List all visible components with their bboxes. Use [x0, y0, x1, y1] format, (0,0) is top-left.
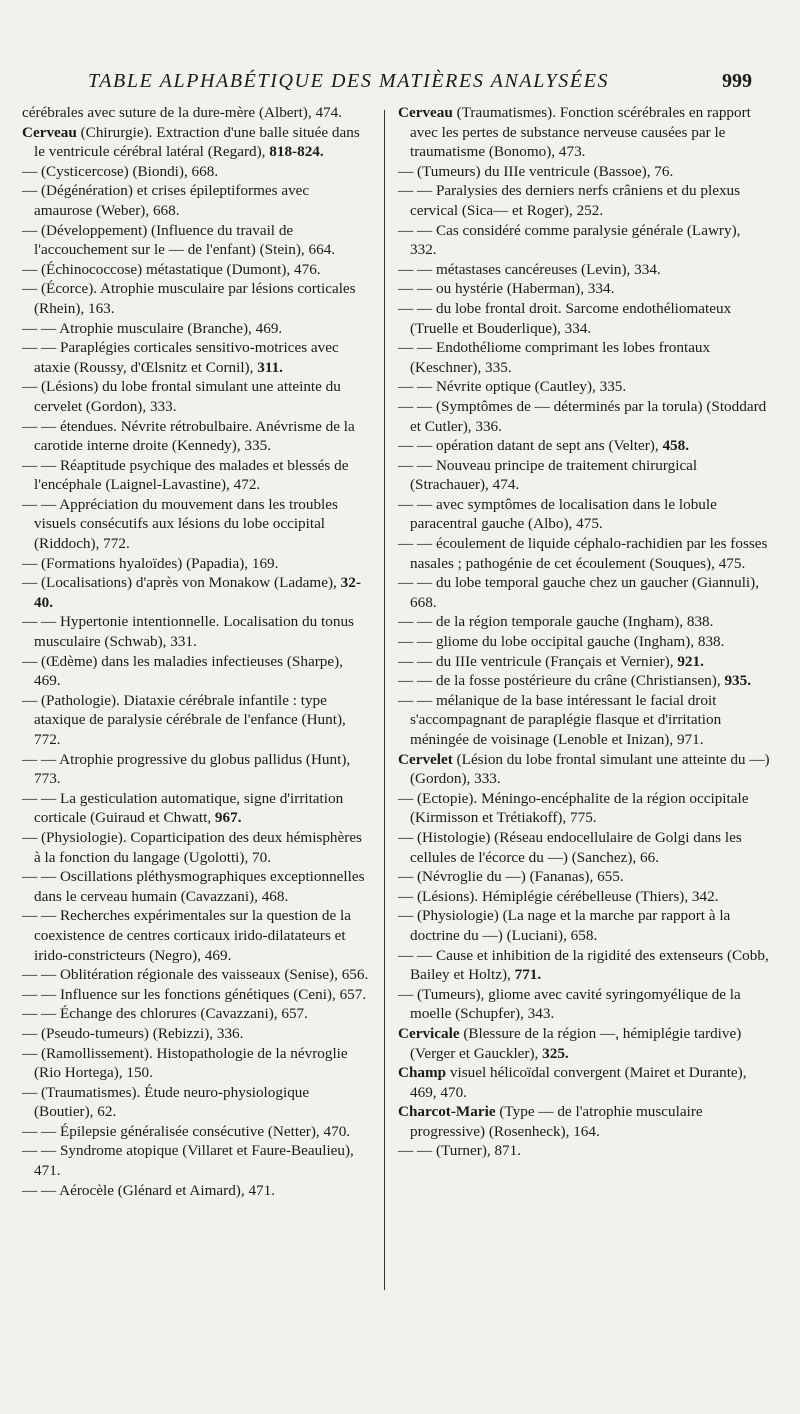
- entry-text: — — gliome du lobe occipital gauche (Ingham), 838.: [398, 633, 725, 651]
- entry-text: (Chirurgie). Extraction d'une balle située dans le ventricule cérébral latéral (Regard),: [34, 123, 360, 161]
- entry-text: — — opération datant de sept ans (Velter),: [398, 437, 663, 455]
- entry-text: — — Nouveau principe de traitement chirurgical (Strachauer), 474.: [398, 456, 698, 494]
- index-entry: [398, 867, 770, 887]
- index-entry: [398, 103, 770, 162]
- index-entry: [22, 906, 370, 965]
- entry-page-ref: 818-824.: [269, 143, 324, 161]
- entry-text: — — Oblitération régionale des vaisseaux (Senise), 656.: [22, 966, 369, 984]
- entry-text: — — étendues. Névrite rétrobulbaire. Anévrisme de la carotide interne droite (Kennedy), 335.: [22, 417, 355, 455]
- entry-page-ref: 967.: [214, 809, 242, 827]
- entry-text: — (Ramollissement). Histopathologie de la névroglie (Rio Hortega), 150.: [22, 1044, 348, 1082]
- entry-text: — — (Symptômes de — déterminés par la torula) (Stoddard et Cutler), 336.: [398, 397, 767, 435]
- index-entry: [398, 456, 770, 495]
- entry-text: — (Dégénération) et crises épileptiformes avec amaurose (Weber), 668.: [22, 182, 310, 219]
- entry-text: — (Tumeurs) du IIIe ventricule (Bassoe), 76.: [398, 162, 674, 180]
- entry-text: — — Atrophie musculaire (Branche), 469.: [22, 319, 283, 337]
- index-entry: [22, 338, 370, 377]
- index-entry: [398, 397, 770, 436]
- index-entry: [398, 338, 770, 377]
- entry-text: — (Tumeurs), gliome avec cavité syringomyélique de la moelle (Schupfer), 343.: [398, 985, 741, 1023]
- entry-text: — (Physiologie). Coparticipation des deux hémisphères à la fonction du langage (Ugolotti), 70.: [22, 828, 362, 866]
- entry-text: — (Lésions) du lobe frontal simulant une atteinte du cervelet (Gordon), 333.: [22, 378, 341, 415]
- index-entry: [398, 632, 770, 652]
- entry-text: — — Endothéliome comprimant les lobes frontaux (Keschner), 335.: [398, 339, 711, 376]
- entry-text: — (Lésions). Hémiplégie cérébelleuse (Thiers), 342.: [398, 887, 719, 905]
- header-title: TABLE ALPHABÉTIQUE DES MATIÈRES ANALYSÉES: [88, 70, 610, 92]
- entry-headword: Cervelet: [398, 750, 453, 768]
- index-entry: [398, 495, 770, 534]
- left-column: [22, 103, 370, 1200]
- index-entry: [22, 1122, 370, 1142]
- entry-text: — — Atrophie progressive du globus pallidus (Hunt), 773.: [22, 750, 351, 788]
- entry-text: (Type — de l'atrophie musculaire progressive) (Rosenheck), 164.: [410, 1103, 703, 1140]
- entry-text: — — métastases cancéreuses (Levin), 334.: [398, 260, 661, 278]
- entry-text: — — Influence sur les fonctions génétiques (Ceni), 657.: [22, 985, 367, 1003]
- index-entry: [398, 436, 770, 456]
- index-entry: [398, 652, 770, 672]
- index-entry: [398, 534, 770, 573]
- index-entry: [22, 123, 370, 162]
- entry-page-ref: 921.: [677, 652, 704, 670]
- index-entry: [398, 828, 770, 867]
- entry-text: — (Pathologie). Diataxie cérébrale infantile : type ataxique de paralysie cérébrale de l'enfance (Hunt), 772.: [22, 691, 346, 748]
- entry-text: — (Cysticercose) (Biondi), 668.: [22, 162, 219, 180]
- entry-text: — (Écorce). Atrophie musculaire par lésions corticales (Rhein), 163.: [22, 280, 356, 317]
- entry-text: — — avec symptômes de localisation dans le lobule paracentral gauche (Albo), 475.: [398, 495, 717, 533]
- entry-text: — — ou hystérie (Haberman), 334.: [398, 280, 615, 298]
- entry-text: — — écoulement de liquide céphalo-rachidien par les fosses nasales ; pathogénie de cet écoulement (Souques), 475.: [398, 535, 768, 572]
- index-entry: [22, 103, 370, 123]
- index-entry: [22, 867, 370, 906]
- index-entry: [398, 671, 770, 691]
- entry-text: — — (Turner), 871.: [398, 1142, 522, 1160]
- index-entry: [398, 887, 770, 907]
- entry-text: — — Cause et inhibition de la rigidité des extenseurs (Cobb, Bailey et Holtz),: [398, 946, 769, 984]
- entry-page-ref: 311.: [257, 358, 283, 376]
- index-entry: [398, 946, 770, 985]
- index-entry: [22, 260, 370, 280]
- index-entry: [22, 828, 370, 867]
- index-entry: [22, 279, 370, 318]
- index-entry: [22, 554, 370, 574]
- index-entry: [398, 181, 770, 220]
- entry-text: — — du lobe temporal gauche chez un gaucher (Giannuli), 668.: [398, 574, 759, 611]
- entry-text: — — Syndrome atopique (Villaret et Faure-Beaulieu), 471.: [22, 1142, 354, 1180]
- entry-text: — (Formations hyaloïdes) (Papadia), 169.: [22, 554, 279, 572]
- entry-text: — (Échinococcose) métastatique (Dumont), 476.: [22, 260, 321, 278]
- entry-text: — (Histologie) (Réseau endocellulaire de Golgi dans les cellules de l'écorce du —) (Sanchez), 66.: [398, 828, 742, 866]
- index-entry: [398, 299, 770, 338]
- index-entry: [22, 1044, 370, 1083]
- entry-text: — — mélanique de la base intéressant le facial droit s'accompagnant de paraplégie flasque et d'irritation méningée de voisinage (Lenoble et Inizan), 971.: [398, 691, 722, 748]
- index-entry: [398, 985, 770, 1024]
- entry-page-ref: 458.: [662, 437, 690, 455]
- index-entry: [22, 1141, 370, 1180]
- entry-text: — — Aérocèle (Glénard et Aimard), 471.: [22, 1181, 276, 1199]
- entry-text: — (Localisations) d'après von Monakow (Ladame),: [22, 574, 341, 592]
- entry-text: — — de la région temporale gauche (Ingham), 838.: [398, 613, 714, 631]
- entry-text: — (Pseudo-tumeurs) (Rebizzi), 336.: [22, 1024, 244, 1042]
- entry-text: — — Paralysies des derniers nerfs crâniens et du plexus cervical (Sica— et Roger), 252.: [398, 182, 741, 219]
- entry-text: — (Physiologie) (La nage et la marche par rapport à la doctrine du —) (Luciani), 658.: [398, 907, 731, 944]
- index-entry: [398, 789, 770, 828]
- entry-text: — — Appréciation du mouvement dans les troubles visuels consécutifs aux lésions du lobe occipital (Riddoch), 772.: [22, 495, 338, 553]
- entry-text: — — La gesticulation automatique, signe d'irritation corticale (Guiraud et Chwatt,: [22, 789, 344, 827]
- entry-text: — — Recherches expérimentales sur la question de la coexistence de centres corticaux irido-dilatateurs et irido-constricteurs (Negro), 469.: [22, 907, 351, 964]
- index-entry: [398, 221, 770, 260]
- entry-text: — — du lobe frontal droit. Sarcome endothéliomateux (Truelle et Bouderlique), 334.: [398, 299, 732, 337]
- entry-text: — — de la fosse postérieure du crâne (Christiansen),: [398, 672, 725, 690]
- index-entry: [22, 612, 370, 651]
- entry-text: — — Hypertonie intentionnelle. Localisation du tonus musculaire (Schwab), 331.: [22, 613, 354, 651]
- index-entry: [398, 1102, 770, 1141]
- entry-text: — — Cas considéré comme paralysie générale (Lawry), 332.: [398, 221, 741, 259]
- index-entry: [398, 1063, 770, 1102]
- index-entry: [22, 417, 370, 456]
- page-number: 999: [722, 70, 752, 92]
- entry-text: — (Développement) (Influence du travail de l'accouchement sur le — de l'enfant) (Stein), 664.: [22, 221, 336, 259]
- index-entry: [22, 750, 370, 789]
- index-entry: [398, 1024, 770, 1063]
- index-entry: [398, 279, 770, 299]
- entry-text: (Lésion du lobe frontal simulant une atteinte du —) (Gordon), 333.: [410, 750, 770, 788]
- entry-page-ref: 32-40.: [34, 574, 361, 611]
- index-entry: [22, 221, 370, 260]
- index-entry: [22, 652, 370, 691]
- index-entry: [22, 573, 370, 612]
- entry-text: — (Ectopie). Méningo-encéphalite de la région occipitale (Kirmisson et Trétiakoff), 775.: [398, 789, 749, 827]
- entry-headword: Charcot-Marie: [398, 1103, 496, 1121]
- column-divider: [384, 110, 385, 1290]
- index-entry: [22, 1083, 370, 1122]
- index-entry: [22, 162, 370, 182]
- index-entry: [22, 1024, 370, 1044]
- entry-text: visuel hélicoïdal convergent (Mairet et Durante), 469, 470.: [410, 1064, 747, 1101]
- entry-text: — — Oscillations pléthysmographiques exceptionnelles dans le cerveau humain (Cavazzani), 468.: [22, 868, 365, 905]
- entry-page-ref: 771.: [514, 966, 542, 984]
- index-entry: [398, 260, 770, 280]
- entry-headword: Cerveau: [398, 104, 453, 121]
- index-entry: [22, 965, 370, 985]
- entry-text: — — du IIIe ventricule (Français et Vernier),: [398, 652, 678, 670]
- entry-text: cérébrales avec suture de la dure-mère (Albert), 474.: [22, 104, 343, 121]
- entry-headword: Champ: [398, 1064, 447, 1082]
- index-entry: [22, 789, 370, 828]
- entry-text: — — Échange des chlorures (Cavazzani), 657.: [22, 1005, 308, 1023]
- right-column: [398, 103, 770, 1161]
- index-entry: [398, 906, 770, 945]
- entry-headword: Cerveau: [22, 123, 77, 141]
- entry-text: — — Épilepsie généralisée consécutive (Netter), 470.: [22, 1122, 351, 1140]
- index-entry: [22, 1004, 370, 1024]
- entry-text: — (Traumatismes). Étude neuro-physiologique (Boutier), 62.: [22, 1083, 310, 1121]
- index-entry: [22, 456, 370, 495]
- index-entry: [22, 377, 370, 416]
- entry-text: (Blessure de la région —, hémiplégie tardive) (Verger et Gauckler),: [410, 1024, 742, 1062]
- index-entry: [22, 985, 370, 1005]
- index-entry: [22, 691, 370, 750]
- index-entry: [398, 162, 770, 182]
- index-entry: [398, 691, 770, 750]
- entry-headword: Cervicale: [398, 1024, 460, 1042]
- index-entry: [22, 1181, 370, 1201]
- index-entry: [398, 1141, 770, 1161]
- entry-text: — (Œdème) dans les maladies infectieuses (Sharpe), 469.: [22, 652, 343, 690]
- entry-text: — — Réaptitude psychique des malades et blessés de l'encéphale (Laignel-Lavastine), 472.: [22, 456, 349, 494]
- running-header: [60, 70, 752, 100]
- index-entry: [398, 750, 770, 789]
- index-entry: [22, 319, 370, 339]
- index-entry: [22, 181, 370, 220]
- entry-text: — — Névrite optique (Cautley), 335.: [398, 378, 627, 396]
- entry-page-ref: 325.: [542, 1044, 569, 1062]
- index-entry: [398, 612, 770, 632]
- entry-text: — — Paraplégies corticales sensitivo-motrices avec ataxie (Roussy, d'Œlsnitz et Cornil),: [22, 339, 339, 376]
- entry-text: — (Névroglie du —) (Fananas), 655.: [398, 868, 624, 886]
- entry-text: (Traumatismes). Fonction scérébrales en rapport avec les pertes de substance nerveuse causées par le traumatisme (Bonomo), 473.: [410, 104, 751, 161]
- entry-page-ref: 935.: [724, 672, 752, 690]
- index-entry: [398, 377, 770, 397]
- index-entry: [22, 495, 370, 554]
- index-entry: [398, 573, 770, 612]
